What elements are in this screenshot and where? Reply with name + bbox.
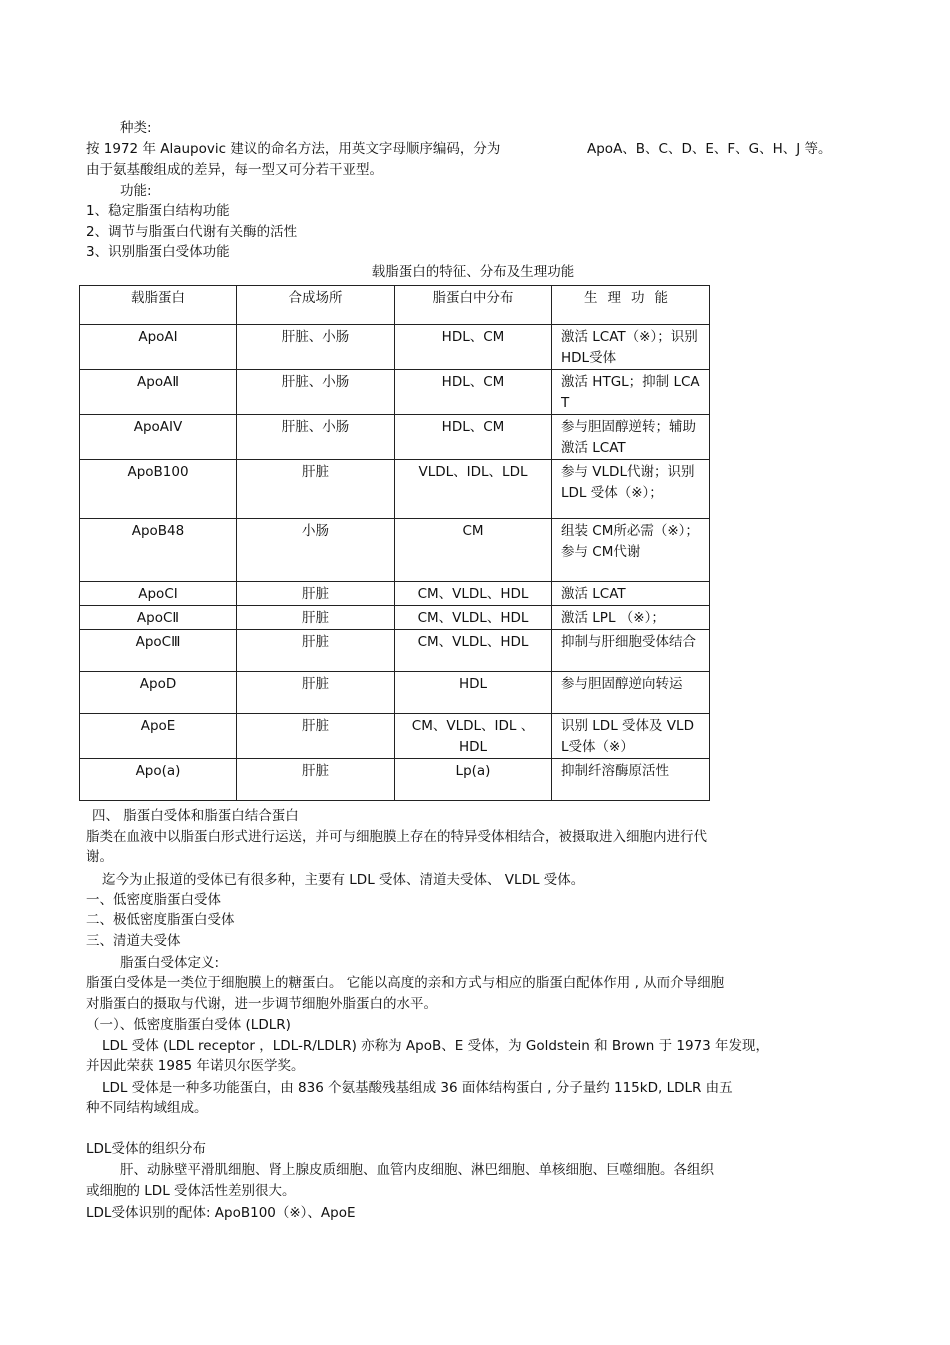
cell-func: 抑制纤溶酶原活性 <box>552 759 710 801</box>
header-dist: 脂蛋白中分布 <box>395 286 552 325</box>
table-row <box>80 460 710 519</box>
table-row <box>80 415 710 460</box>
table-row <box>80 714 710 759</box>
cell-dist: HDL、CM <box>395 325 552 370</box>
cell-apo: ApoAⅡ <box>80 370 237 415</box>
header-apo: 载脂蛋白 <box>80 286 237 325</box>
cell-dist: CM、VLDL、HDL <box>395 582 552 606</box>
function-item-2: 2、调节与脂蛋白代谢有关酶的活性 <box>86 224 298 240</box>
cell-apo: ApoD <box>80 672 237 714</box>
ldlr-subheading: （一）、低密度脂蛋白受体 (LDLR) <box>86 1017 291 1033</box>
cell-dist: CM、VLDL、HDL <box>395 630 552 672</box>
cell-apo: ApoAI <box>80 325 237 370</box>
section-four-p1a: 脂类在血液中以脂蛋白形式进行运送，并可与细胞膜上存在的特异受体相结合，被摄取进入细胞内进行代 <box>86 829 707 845</box>
cell-apo: ApoB48 <box>80 519 237 582</box>
cell-apo: ApoAIV <box>80 415 237 460</box>
definition-line-b: 对脂蛋白的摄取与代谢，进一步调节细胞外脂蛋白的水平。 <box>86 996 437 1012</box>
receptor-list-item-1: 一、低密度脂蛋白受体 <box>86 892 221 908</box>
distribution-line-b: 或细胞的 LDL 受体活性差别很大。 <box>86 1183 296 1199</box>
distribution-line-a: 肝、动脉壁平滑肌细胞、肾上腺皮质细胞、血管内皮细胞、淋巴细胞、单核细胞、巨噬细胞。各组织 <box>120 1162 714 1178</box>
cell-dist: HDL、CM <box>395 370 552 415</box>
cell-func: 抑制与肝细胞受体结合 <box>552 630 710 672</box>
cell-dist: CM、VLDL、IDL 、HDL <box>395 714 552 759</box>
cell-dist: Lp(a) <box>395 759 552 801</box>
cell-apo: ApoCI <box>80 582 237 606</box>
table-row <box>80 630 710 672</box>
cell-apo: ApoCⅢ <box>80 630 237 672</box>
cell-site: 肝脏 <box>237 606 395 630</box>
definition-heading: 脂蛋白受体定义: <box>120 955 220 971</box>
receptor-list-item-2: 二、极低密度脂蛋白受体 <box>86 912 235 928</box>
ldlr-line-b: 并因此荣获 1985 年诺贝尔医学奖。 <box>86 1058 305 1074</box>
section-four-p1b: 谢。 <box>86 849 113 865</box>
cell-func: 激活 LCAT <box>552 582 710 606</box>
receptor-list-item-3: 三、清道夫受体 <box>86 933 181 949</box>
table-caption: 载脂蛋白的特征、分布及生理功能 <box>371 264 575 280</box>
distribution-heading: LDL受体的组织分布 <box>86 1141 206 1157</box>
table-row <box>80 606 710 630</box>
definition-line-a: 脂蛋白受体是一类位于细胞膜上的糖蛋白。 它能以高度的亲和方式与相应的脂蛋白配体作用 , 从而介导细胞 <box>86 975 725 991</box>
section-four-heading: 四、 脂蛋白受体和脂蛋白结合蛋白 <box>92 808 299 824</box>
types-line-2: 由于氨基酸组成的差异，每一型又可分若干亚型。 <box>86 162 383 178</box>
cell-apo: ApoB100 <box>80 460 237 519</box>
cell-site: 肝脏 <box>237 714 395 759</box>
cell-func: 组装 CM所必需（※）；参与 CM代谢 <box>552 519 710 582</box>
table-row <box>80 325 710 370</box>
cell-site: 肝脏、小肠 <box>237 325 395 370</box>
function-item-3: 3、识别脂蛋白受体功能 <box>86 244 230 260</box>
table-row <box>80 582 710 606</box>
cell-dist: CM、VLDL、HDL <box>395 606 552 630</box>
cell-dist: HDL、CM <box>395 415 552 460</box>
table-row <box>80 370 710 415</box>
section-four-p2: 迄今为止报道的受体已有很多种，主要有 LDL 受体、清道夫受体、 VLDL 受体。 <box>102 872 585 888</box>
types-line-1b: ApoA、B、C、D、E、F、G、H、J 等。 <box>587 141 832 157</box>
cell-site: 小肠 <box>237 519 395 582</box>
cell-func: 激活 HTGL；抑制 LCAT <box>552 370 710 415</box>
cell-func: 参与 VLDL代谢；识别 LDL 受体（※）； <box>552 460 710 519</box>
header-func: 生理功能 <box>552 286 710 325</box>
cell-apo: ApoCⅡ <box>80 606 237 630</box>
cell-dist: HDL <box>395 672 552 714</box>
ldlr-line-a: LDL 受体 (LDL receptor ，LDL-R/LDLR) 亦称为 ApoB、E 受体，为 Goldstein 和 Brown 于 1973 年发现， <box>102 1038 770 1054</box>
cell-site: 肝脏 <box>237 630 395 672</box>
cell-site: 肝脏 <box>237 582 395 606</box>
cell-apo: ApoE <box>80 714 237 759</box>
cell-func: 激活 LCAT（※）；识别 HDL受体 <box>552 325 710 370</box>
cell-site: 肝脏 <box>237 759 395 801</box>
function-item-1: 1、稳定脂蛋白结构功能 <box>86 203 230 219</box>
cell-dist: CM <box>395 519 552 582</box>
ligand-line: LDL受体识别的配体: ApoB100（※）、ApoE <box>86 1205 356 1221</box>
table-row <box>80 519 710 582</box>
cell-apo: Apo(a) <box>80 759 237 801</box>
types-heading: 种类: <box>120 120 152 136</box>
cell-site: 肝脏 <box>237 460 395 519</box>
cell-func: 识别 LDL 受体及 VLDL受体（※） <box>552 714 710 759</box>
cell-func: 激活 LPL （※）； <box>552 606 710 630</box>
header-site: 合成场所 <box>237 286 395 325</box>
apolipoprotein-table <box>79 285 710 801</box>
types-line-1a: 按 1972 年 Alaupovic 建议的命名方法，用英文字母顺序编码，分为 <box>86 141 501 157</box>
cell-func: 参与胆固醇逆转；辅助激活 LCAT <box>552 415 710 460</box>
cell-func: 参与胆固醇逆向转运 <box>552 672 710 714</box>
ldlr-line-d: 种不同结构域组成。 <box>86 1100 208 1116</box>
cell-site: 肝脏、小肠 <box>237 415 395 460</box>
cell-site: 肝脏 <box>237 672 395 714</box>
cell-dist: VLDL、IDL、LDL <box>395 460 552 519</box>
table-row <box>80 672 710 714</box>
function-heading: 功能: <box>120 183 152 199</box>
table-row <box>80 759 710 801</box>
cell-site: 肝脏、小肠 <box>237 370 395 415</box>
ldlr-line-c: LDL 受体是一种多功能蛋白，由 836 个氨基酸残基组成 36 面体结构蛋白 , 分子量约 115kD, LDLR 由五 <box>102 1080 733 1096</box>
